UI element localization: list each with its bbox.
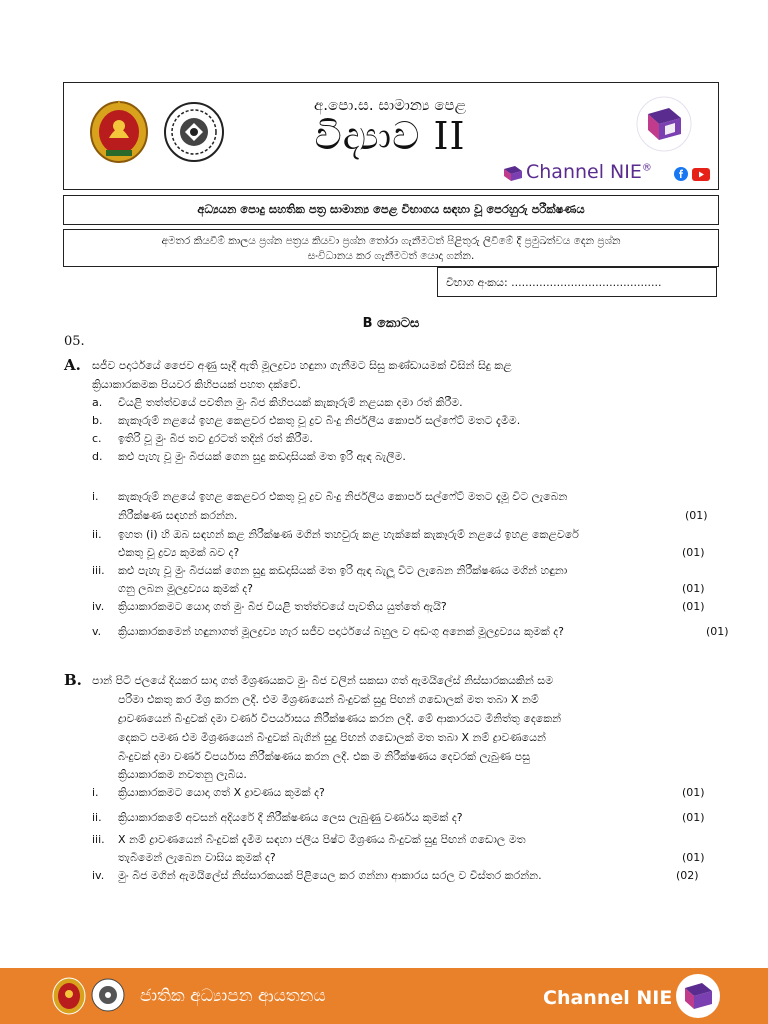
question-marks: (01) bbox=[682, 851, 705, 864]
part-b-intro-line: ක්‍රියාකාරකම නවතනු ලැබිය. bbox=[118, 768, 247, 781]
channel-nie-logo-icon bbox=[635, 96, 693, 152]
subject-title: විද්‍යාව II bbox=[314, 114, 466, 158]
youtube-icon bbox=[692, 168, 710, 181]
question-text: ගනු ලබන මූලද්‍රව්‍යය කුමක් ද? bbox=[118, 582, 253, 595]
exam-title: අධ්‍යයන පොදු සහතික පත්‍ර සාමාන්‍ය පෙළ විභාගය සඳහා වූ පෙරහුරු පරීක්ෂණය bbox=[197, 202, 585, 216]
question-label: i. bbox=[92, 490, 99, 503]
registered-mark: ® bbox=[641, 162, 652, 174]
question-text: ක්‍රියාකාරකමේ අවසන් අදියරේ දී නිරීක්ෂණය ලෙස ලැබුණු වර්ණය කුමක් ද? bbox=[118, 811, 463, 824]
part-b-intro-line: දෙකට පමණ එම මිශ්‍රණයෙන් බිංදුවක් බැගින් සුදු පිඟන් ගඩොලක් මත තබා X නම් ද්‍රාවණයෙන් bbox=[118, 731, 546, 744]
index-number-label: විභාග අංකය: bbox=[446, 276, 508, 289]
step-text: කළු පැහැ වූ මුං බීජයක් ගෙන සුදු කඩදාසියක් මත ඉරි ඇඳ බැලීම. bbox=[118, 450, 406, 463]
question-label: ii. bbox=[92, 528, 102, 541]
question-label: v. bbox=[92, 625, 102, 638]
question-text: ක්‍රියාකාරකමට යොදා ගත් X ද්‍රාවණය කුමක් ද? bbox=[118, 786, 325, 799]
question-text: කැකෑරුම් නළයේ ඉහළ කෙළවර එකතු වූ ද්‍රව බිංදු නිර්ජලීය කොපර් සල්ෆේට් මතට දැමූ විට ලැබෙන bbox=[118, 490, 568, 503]
question-text: ක්‍රියාකාරකමෙන් හඳුනාගත් මූලද්‍රව්‍ය හැර සජීව පදාර්ථයේ බහුල ව අඩංගු අනෙක් මූලද්‍රව්‍යය කුමක් ද? bbox=[118, 625, 565, 638]
question-text: නිරීක්ෂණ සඳහන් කරන්න. bbox=[118, 509, 238, 522]
question-marks: (02) bbox=[676, 869, 699, 882]
question-label: iii. bbox=[92, 564, 105, 577]
question-marks: (01) bbox=[682, 786, 705, 799]
index-number-field bbox=[446, 276, 662, 290]
channel-nie-brand-text bbox=[526, 161, 652, 183]
footer-sri-lanka-emblem-icon bbox=[52, 977, 86, 1015]
question-marks: (01) bbox=[682, 600, 705, 613]
part-b-intro-line: බිංදුවක් දමා වර්ණ විපර්යාස නිරීක්ෂණය කරන ලදී. එක ම නිරීක්ෂණය දෙවරක් ලැබුණ පසු bbox=[118, 750, 530, 763]
exam-level-subtitle: අ.පො.ස. සාමාන්‍ය පෙළ bbox=[313, 96, 467, 114]
footer-bar bbox=[0, 968, 768, 1024]
step-text: වියළි තත්ත්වයේ පවතින මුං බීජ කිහිපයක් කැකෑරුම් නළයක දමා රත් කිරීම. bbox=[118, 396, 463, 409]
sri-lanka-emblem-icon bbox=[88, 98, 150, 164]
question-label: iv. bbox=[92, 600, 105, 613]
part-b-intro-line: පරිමා එකතු කර මිශ්‍ර කරන ලදී. එම මිශ්‍රණයෙන් බිංදුවක් සුදු පිඟන් ගඩොලක් මත තබා X නම් bbox=[118, 693, 539, 706]
step-label: d. bbox=[92, 450, 103, 463]
channel-nie-mark-icon bbox=[502, 164, 524, 182]
part-b-intro-line: පාන් පිටි ජලයේ දියකර සාදා ගත් මිශ්‍රණයකට මුං බීජ වලින් සකසා ගත් ඇමයිලේස් නිස්සාරකයකින් සම bbox=[92, 674, 554, 687]
question-text: X නම් ද්‍රාවණයෙන් බිංදුවක් දැමීම සඳහා ජලීය පිෂ්ට මිශ්‍රණය බිංදුවක් සුදු පිඟන් ගඩොල මත bbox=[118, 833, 526, 846]
question-marks: (01) bbox=[706, 625, 729, 638]
question-number: 05. bbox=[64, 334, 85, 349]
question-marks: (01) bbox=[682, 811, 705, 824]
part-b-label: B. bbox=[64, 671, 82, 689]
question-marks: (01) bbox=[682, 546, 705, 559]
question-text: කළු පැහැ වූ මුං බීජයක් ගෙන සුදු කඩදාසියක් මත ඉරි ඇඳ බැලූ විට ලැබෙන නිරීක්ෂණය මගින් හඳුනා bbox=[118, 564, 568, 577]
question-text: තැබීමෙන් ලැබෙන වාසිය කුමක් ද? bbox=[118, 851, 276, 864]
question-marks: (01) bbox=[685, 509, 708, 522]
question-marks: (01) bbox=[682, 582, 705, 595]
part-a-intro-line: සජීව පදාර්ථයේ ජෛව අණු සෑදී ඇති මූලද්‍රව්‍ය හඳුනා ගැනීමට සිසු කණ්ඩායමක් විසින් සිදු කළ bbox=[92, 359, 512, 372]
step-label: a. bbox=[92, 396, 103, 409]
section-title: B කොටස bbox=[362, 316, 420, 331]
instruction-line-1: අමතර කියවීම් කාලය ප්‍රශ්න පත්‍රය කියවා ප්‍රශ්න තෝරා ගැනීමටත් පිළිතුරු ලිවීමේ දී ප්‍රමුඛත්වය දෙන ප්‍රශ්න bbox=[161, 235, 621, 247]
footer-institute-name: ජාතික අධ්‍යාපන ආයතනය bbox=[140, 986, 326, 1006]
question-text: මුං බීජ මගින් ඇමයිලේස් නිස්සාරකයක් පිළියෙල කර ගන්නා ආකාරය සරල ව විස්තර කරන්න. bbox=[118, 869, 542, 882]
part-a-intro-line: ක්‍රියාකාරකමක පියවර කිහිපයක් පහත දක්වේ. bbox=[92, 378, 301, 391]
index-number-dots: ........................................... bbox=[511, 276, 662, 289]
nie-emblem-icon bbox=[163, 101, 225, 163]
step-label: b. bbox=[92, 414, 103, 427]
question-label: ii. bbox=[92, 811, 102, 824]
instruction-line-2: සංවිධානය කර ගැනීමටත් යොදා ගන්න. bbox=[307, 250, 475, 262]
question-label: iii. bbox=[92, 833, 105, 846]
channel-nie-brand-label: Channel NIE bbox=[526, 161, 642, 183]
question-text: ක්‍රියාකාරකමට යොදා ගත් මුං බීජ වියළි තත්ත්වයේ පැවතිය යුත්තේ ඇයි? bbox=[118, 600, 447, 613]
footer-channel-nie-logo-icon bbox=[675, 973, 721, 1019]
facebook-icon bbox=[674, 167, 688, 181]
step-label: c. bbox=[92, 432, 102, 445]
part-b-intro-line: ද්‍රාවණයෙන් බිංදුවක් දමා වර්ණ විපර්යාසය නිරීක්ෂණය කරන ලදී. මේ ආකාරයට මිනිත්තු දෙකෙන් bbox=[118, 712, 562, 725]
footer-brand-name: Channel NIE bbox=[543, 987, 673, 1009]
question-label: i. bbox=[92, 786, 99, 799]
question-text: එකතු වූ ද්‍රව්‍ය කුමක් බව ද? bbox=[118, 546, 240, 559]
question-text: ඉහත (i) හි ඔබ සඳහන් කළ නිරීක්ෂණ මගින් තහවුරු කළ හැක්කේ කැකෑරුම් නළයේ ඉහළ කෙළවරේ bbox=[118, 528, 579, 541]
step-text: ඉතිරි වූ මුං බීජ තව දුරටත් තදින් රත් කිරීම. bbox=[118, 432, 313, 445]
step-text: කැකෑරුම් නළයේ ඉහළ කෙළවර එකතු වූ ද්‍රව බිංදු නිර්ජලීය කොපර් සල්ෆේට් මතට දැමීම. bbox=[118, 414, 521, 427]
question-label: iv. bbox=[92, 869, 105, 882]
part-a-label: A. bbox=[64, 356, 81, 374]
footer-nie-emblem-icon bbox=[91, 978, 125, 1012]
